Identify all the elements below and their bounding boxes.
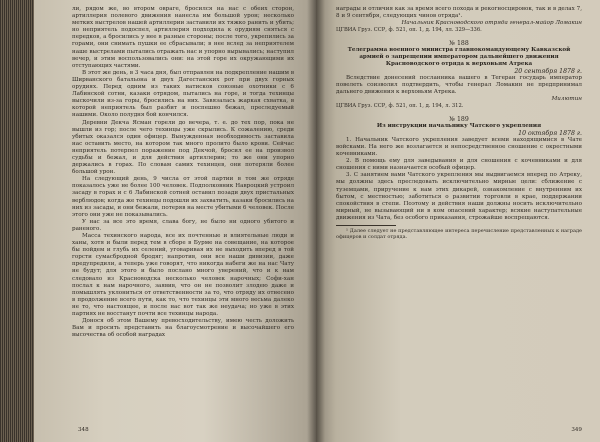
signature: Милютин — [551, 96, 582, 103]
document-number: № 189 — [449, 115, 469, 123]
paragraph: ли, рядом же, во втором овраге, бросился на нас с обеих сторон, артиллерия полевого движения нанесла им большой урон; несколько метких выстрелов нашей артиллерии заставили их тяжко ранить и убить; но неприятель подоспел, артиллерия подходила к орудиям сняться с передков, а бросились у нее в разные стороны; после того, укрепились за горами, они снимать пушки ее сбрасывали; в нее вслед за неприятелем наше выстрелами пытались отражать нас и упорно вырывались; наступил вечер, и этим воспользовались они: на этой горе их окружающими их отступающих частями. — [72, 6, 294, 69]
document-date: 10 октября 1878 г. — [518, 129, 582, 137]
page-number-right: 349 — [571, 426, 582, 433]
page-edges — [0, 0, 34, 442]
signature: Начальник Красноводского отряда генерал-майор Ломакин — [401, 20, 582, 27]
page-number-left: 348 — [78, 426, 89, 433]
footnote-rule — [336, 225, 396, 226]
document-title: Телеграмма военного министра главнокомандующему Кавказской армией о запрещении императором дальнейшего движения Красноводского отряда к верховьям Атрека — [347, 46, 571, 67]
paragraph: Масса техинского народа, все их почтенные и влиятельные люди и ханы, хотя и были перед тем в сборе в Бурме на совещание, на которое бы пойдем и глубь их селений, уговаривая их не выходить вперед в той горсти сумасбродной бродяг; напротив, они все наши дивизии, даже предупредили, а теперь уже говорят, что никогда набеги же на нас Чату не будут; для этого и было послано много уверений, что и к нам следовало из Красноводска несколько человек нарочных; Софи-хан послал к нам нарочного, заявив, что он не позволит злодею даже и помышлять уклониться от ответственности за то, что отряду их отнесено в продолжение всего пути, как то, что техинцы эти много весьма далеко не то, что настоящее, и после нас вот так же неудача; но уже в этих партиях не восстанут почти все техинцы народа. — [72, 233, 294, 318]
paragraph: На следующий день, 9 числа от этой партии в том же отряде показалось уже не более 100 человек. Подполковник Навроцкий устроил засаду в горах и с 6 Лабинской сотней оставил позади двух пристальных верблюдов; когда же техинцы подошли их захватить, казаки бросились на них из засады, и они бежали, потеряв на месте убитыми 6 человек. После этого они уже не показывались. — [72, 176, 294, 218]
document-date: 20 сентября 1878 г. — [514, 67, 582, 75]
paragraph: У нас за все это время, слава богу, не было ни одного убитого и раненого. — [72, 218, 294, 232]
paragraph: Деревни Декча Ясман горели до вечера, т. е. до тех пор, пока не вышли из гор; после чего техинцы уже скрылись. К сожалению, среди убитых оказался один офицер. Вынужденная необходимость заставила нас оставить место, на котором так много пролито было крови. Сейчас неприятель потерпел поражение под Декчой, бросил ее на произвол судьбы и бежал, и для действия артиллерии; то же они упорно держались в горах. По словам самих техинцев, они потеряли более большой урон. — [72, 119, 294, 176]
left-column — [72, 6, 294, 339]
archive-source: ЦГВИА Груз. ССР, ф. 521, оп. 1, д. 194, л. 312. — [336, 103, 464, 110]
footnote: ¹ Далее следует не представляющее интереса перечисление представленных к награде офицеров и солдат отряда. — [336, 227, 582, 241]
paragraph: награды и отличия как за время всего похода и рекогносцировок, так и в делах 7, 8 и 9 сентября, следующих чинов отряда¹. — [336, 6, 582, 20]
paragraph: В этот же день, в 3 часа дня, был отправлен на подкрепление нашим в Ширванского батальона и двух Дагестанских рот при двух горных орудиях. Перед одним из таких натисков союзные охотники с 6 Лабинской сотни, казаки отрядом, пытались на горе, и тогда техинцы выскочили из-за горы, бросились на них. Завязалась жаркая схватка, в которой неприятель был разбит и поспешно бежал, преследуемый нашими. Около полудня бой кончился. — [72, 69, 294, 119]
left-page — [34, 0, 316, 442]
right-page — [316, 0, 600, 442]
book-gutter — [307, 0, 325, 442]
document-title: Из инструкции начальнику Чатского укрепления — [376, 122, 542, 129]
paragraph: 2. В помощь ему для заведывания и для сношения с кочевниками и для сношения с ними назначается особый офицер. — [336, 158, 582, 172]
paragraph: Донося об этом Вашему превосходительству, имею честь доложить Вам и просить представить на благоусмотрение и высочайшего его высочества об особой наградах — [72, 318, 294, 339]
paragraph: 3. С занятием вами Чатского укрепления мы выдвигаемся вперед по Атреку, мы должны здесь преследовать исключительно мирные цели: сближение с туземцами, приручение к нам этих дикарей, ознакомление с внутренним их бытом, с местностью; заботиться о развитии торговли в крае, поддержании спокойствия в степи. Поэтому и действия наши должны носить исключительно мирный, не вызывающий ни в ком опасений характер; всякие наступательные движения из Чата, без особого приказания, строжайше воспрещаются. — [336, 172, 582, 221]
document-number: № 188 — [449, 39, 469, 47]
paragraph: Вследствие донесений посланника вашего в Тегеран государь император повелеть соизволил подтвердить, чтобы генерал Ломакин не предпринимал дальнего движения к верховьям Атрека. — [336, 74, 582, 96]
paragraph: 1. Начальник Чатского укрепления заведует всеми находящимися в Чате войсками. На него же возлагается и непосредственное сношение с окрестными кочевниками. — [336, 136, 582, 158]
archive-source: ЦГВИА Груз. ССР, ф. 521, оп. 1, д. 194, лл. 329—336. — [336, 27, 482, 34]
right-column — [336, 6, 582, 240]
